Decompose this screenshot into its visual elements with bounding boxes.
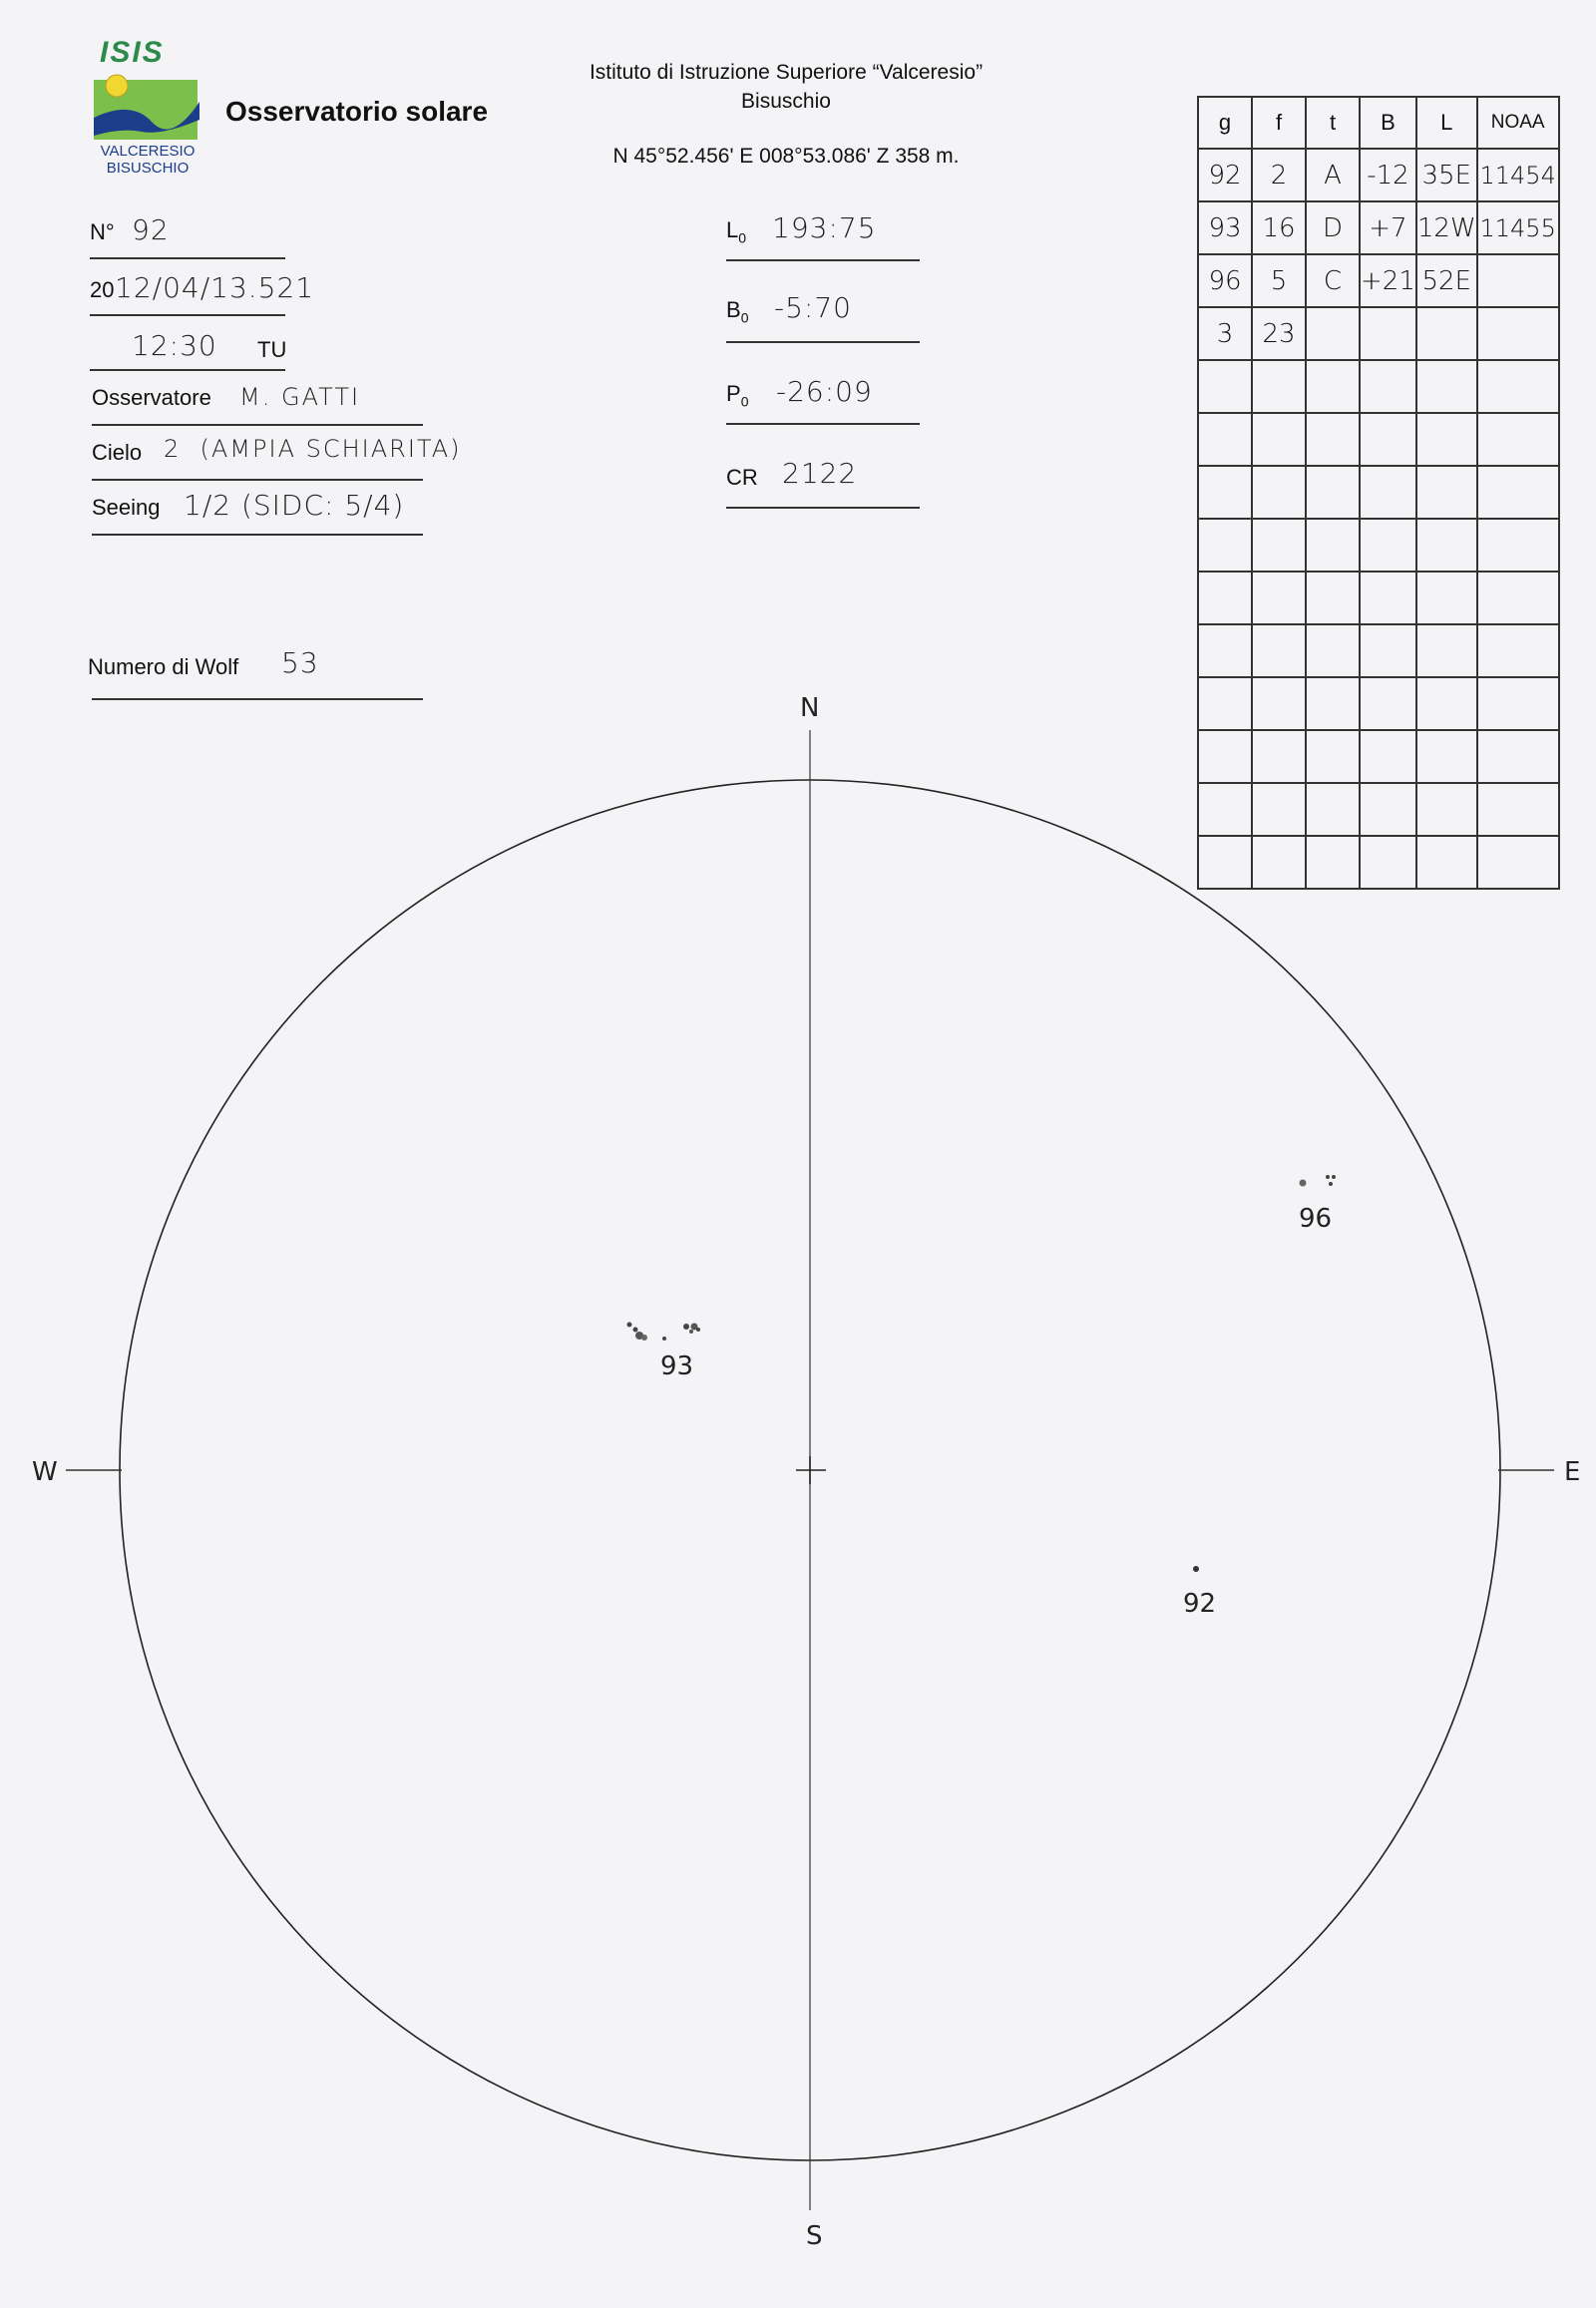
table-cell: 2 xyxy=(1252,149,1306,201)
table-cell: 5 xyxy=(1252,254,1306,307)
table-cell: 96 xyxy=(1198,254,1252,307)
west-label: W xyxy=(32,1457,58,1487)
logo-brand-text: ISIS xyxy=(100,36,165,69)
p0-label: $P_0$ xyxy=(726,381,749,410)
time-unit: TU xyxy=(257,337,287,362)
l0-value: 193:75 xyxy=(772,211,877,244)
wolf-value: 53 xyxy=(281,646,319,679)
table-cell: 12W xyxy=(1416,201,1477,254)
observer-label: Osservatore xyxy=(92,385,211,410)
table-cell: 23 xyxy=(1252,307,1306,360)
sunspot-group-93 xyxy=(627,1323,701,1342)
table-cell: 11454 xyxy=(1477,149,1559,201)
table-cell: 93 xyxy=(1198,201,1252,254)
observatory-title: Osservatorio solare xyxy=(225,96,489,127)
wolf-label: Numero di Wolf xyxy=(88,654,239,679)
number-label: N° xyxy=(90,219,115,244)
col-header-l: L xyxy=(1416,97,1477,149)
group-label-92: 92 xyxy=(1183,1589,1217,1619)
institute-town: Bisuschio xyxy=(741,90,831,113)
site-coordinates: N 45°52.456' E 008°53.086' Z 358 m. xyxy=(612,145,960,168)
group-label-96: 96 xyxy=(1299,1204,1333,1234)
logo-text-line1: VALCERESIO xyxy=(100,143,196,160)
group-label-93: 93 xyxy=(660,1351,694,1381)
table-cell: C xyxy=(1306,254,1360,307)
col-header-b: B xyxy=(1360,97,1416,149)
table-cell: 3 xyxy=(1198,307,1252,360)
sky-value: 2 (AMPIA SCHIARITA) xyxy=(164,435,462,463)
b0-label: $B_0$ xyxy=(726,297,749,326)
table-cell: D xyxy=(1306,201,1360,254)
date-value: 12/04/13.521 xyxy=(115,271,315,304)
col-header-noaa: NOAA xyxy=(1477,97,1559,149)
table-cell: 52E xyxy=(1416,254,1477,307)
table-cell: +21 xyxy=(1360,254,1416,307)
time-value: 12:30 xyxy=(132,329,217,362)
date-prefix: 20 xyxy=(90,277,115,302)
cr-label: CR xyxy=(726,465,758,490)
p0-value: -26:09 xyxy=(776,375,873,408)
col-header-t: t xyxy=(1306,97,1360,149)
table-cell: 92 xyxy=(1198,149,1252,201)
north-label: N xyxy=(800,693,820,723)
cr-value: 2122 xyxy=(782,457,858,490)
table-cell: -12 xyxy=(1360,149,1416,201)
l0-label: $L_0$ xyxy=(726,217,747,246)
col-header-g: g xyxy=(1198,97,1252,149)
east-label: E xyxy=(1564,1457,1581,1487)
number-value: 92 xyxy=(132,213,170,246)
sunspot-group-96 xyxy=(1300,1175,1337,1187)
table-cell: +7 xyxy=(1360,201,1416,254)
table-cell: A xyxy=(1306,149,1360,201)
sunspot-group-92 xyxy=(1193,1566,1199,1572)
b0-value: -5:70 xyxy=(774,291,852,324)
south-label: S xyxy=(806,2221,823,2251)
sky-label: Cielo xyxy=(92,440,143,465)
table-cell: 16 xyxy=(1252,201,1306,254)
observer-value: M. GATTI xyxy=(239,383,361,411)
table-cell: 35E xyxy=(1416,149,1477,201)
table-cell: 11455 xyxy=(1477,201,1559,254)
seeing-value: 1/2 (SIDC: 5/4) xyxy=(184,489,405,522)
logo-text-line2: BISUSCHIO xyxy=(106,160,190,177)
institute-name: Istituto di Istruzione Superiore “Valceresio” xyxy=(589,61,984,84)
seeing-label: Seeing xyxy=(92,495,161,520)
col-header-f: f xyxy=(1252,97,1306,149)
